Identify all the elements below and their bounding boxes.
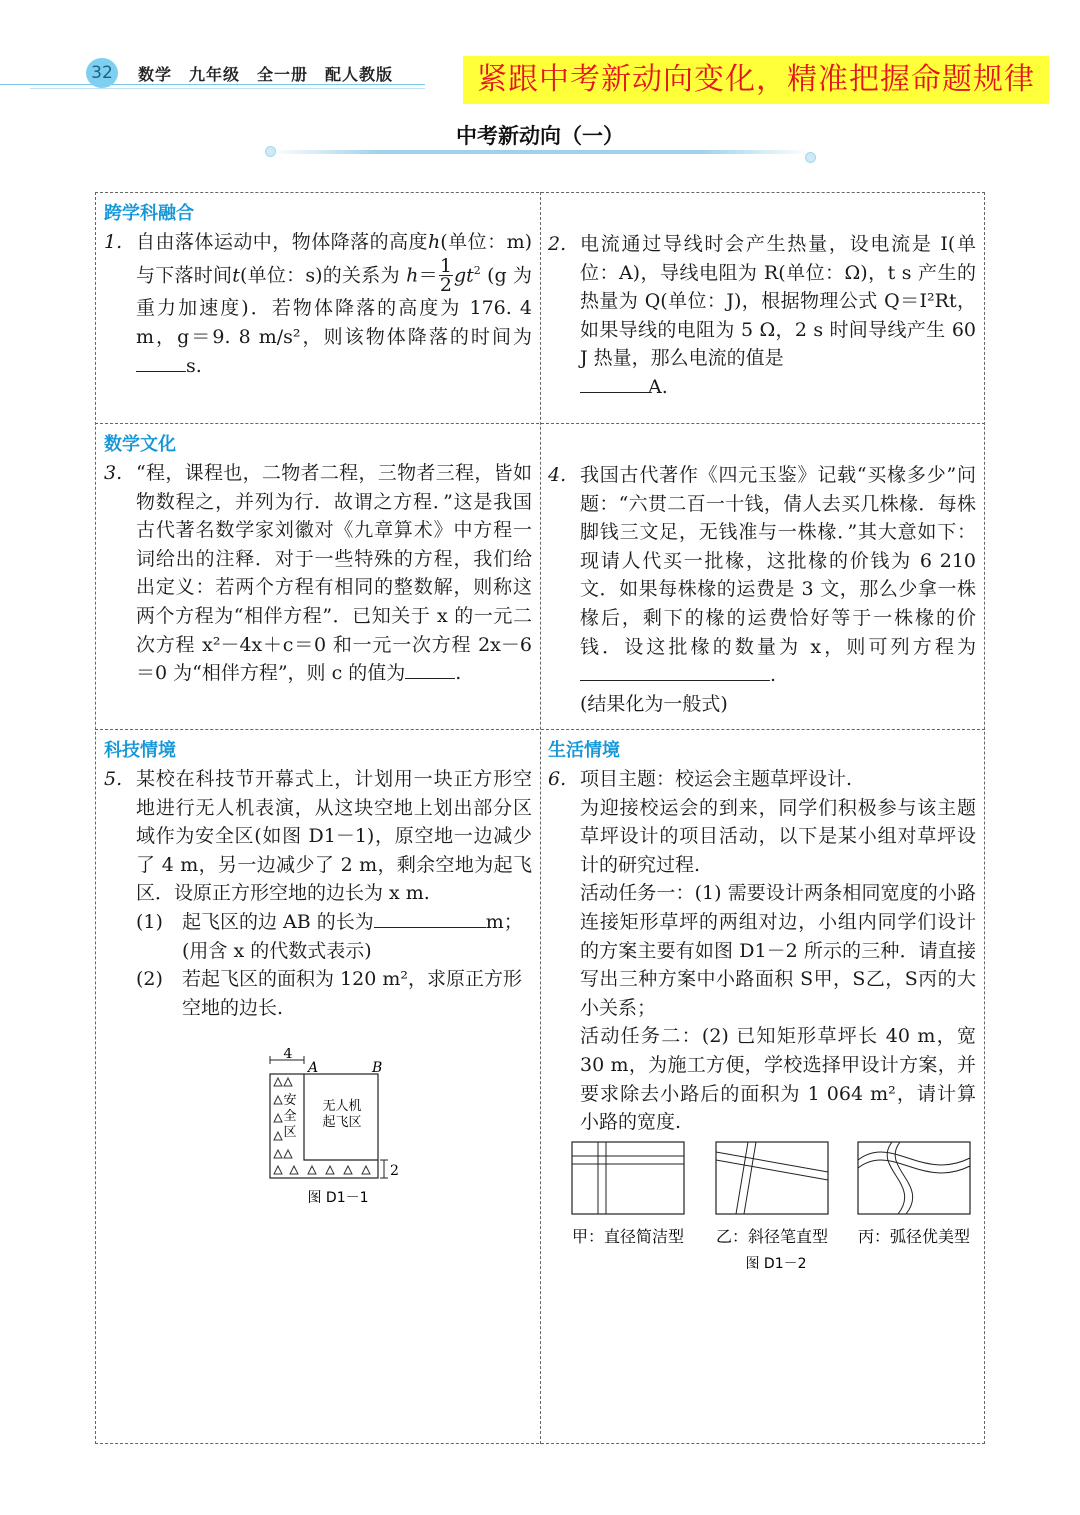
figure-caption: 图 D1－1 [307,1190,369,1206]
problem-5-text: 某校在科技节开幕式上，计划用一块正方形空地进行无人机表演，从这块空地上划出部分区域作为安全区(如图 D1－1)，原空地一边减少了 4 m，另一边减少了 2 m，剩余空地为起飞区．设原正方形空地的边长为 x m. [136,768,532,905]
grid-divider-row2 [95,729,985,730]
figure-d1-1 [258,1048,418,1208]
safe-char: 全 [283,1109,297,1124]
answer-blank [580,662,770,681]
problem-3-text: “程，课程也，二物者二程，三物者三程，皆如物数程之，并列为行．故谓之方程．”这是我国古代著名数学家刘徽对《九章算术》中方程一词给出的注释．对于一些特殊的方程，我们给出定义：若两个方程有相同的整数解，则称这两个方程为“相伴方程”．已知关于 x 的一元二次方程 x²－4x＋c＝0 和一元一次方程 2x－6＝0 为“相伴方程”，则 c 的值为 [136,462,532,685]
problem-2 [548,230,976,402]
problem-1-unit: s. [186,354,202,377]
part-1-note: (用含 x 的代数式表示) [182,939,372,962]
problem-6-topic: 项目主题：校运会主题草坪设计. [580,768,853,790]
point-label-a: A [308,1060,319,1076]
header-rule-light [30,88,425,89]
cell-problem-3 [104,433,532,688]
plan-label-jia: 甲：直径简洁型 [571,1227,685,1246]
part-2-text: 若起飞区的面积为 120 m²，求原正方形空地的边长. [182,968,522,1019]
fraction-one-half: $\frac{1}{2}$ [439,255,452,297]
problem-6-task-2: 活动任务二：(2) 已知矩形草坪长 40 m，宽 30 m，为施工方便，学校选择甲设计方案，并要求除去小路后的面积为 1 064 m²，请计算小路的宽度. [580,1025,976,1134]
cell-problem-1 [104,202,532,380]
slogan-banner: 紧跟中考新动向变化，精准把握命题规律 [463,56,1049,104]
lawn-plan-jia [572,1142,684,1214]
problem-1-text-b: (单位：m)与下落时间 [136,231,532,286]
figure-d1-2 [562,1138,982,1278]
problem-4-note: (结果化为一般式) [580,692,728,715]
problem-1: 1. 自由落体运动中，物体降落的高度h(单位：m)与下落时间t(单位：s)的关系为 h＝ $\frac{1}{2}$ $gt^2$ (g 为重力加速度)．若物体降落的高度为 176. 4 m，g＝9. 8 m/s²，则该物体降落的时间为s. [104,228,532,380]
problem-number: 4. [548,464,567,486]
problem-2-text: 电流通过导线时会产生热量，设电流是 I(单位：A)，导线电阻为 R(单位：Ω)，t s 产生的热量为 Q(单位：J)，根据物理公式 Q＝I²Rt，如果导线的电阻为 5 Ω，2 s 时间导线产生 60 J 热量，那么电流的值是 [580,233,976,370]
problem-6 [548,765,976,1137]
problem-number: 1. [104,231,123,253]
category-technology: 科技情境 [104,740,176,761]
problem-3-end: . [455,662,462,685]
problem-5-part-2 [136,965,532,1022]
part-number: (1) [136,910,163,933]
grid-divider-vertical [540,192,541,1444]
category-math-culture: 数学文化 [104,434,176,455]
plan-label-bing: 丙：弧径优美型 [857,1227,971,1246]
page-number: 32 [86,58,118,88]
problem-number: 2. [548,233,567,255]
problem-number: 6. [548,768,567,790]
problem-1-text-d: (g 为重力加速度)．若物体降落的高度为 176. 4 m，g＝9. 8 m/s²，则该物体降落的时间为 [136,263,532,349]
point-label-b: B [372,1060,383,1076]
cell-problem-6 [548,739,976,1137]
problem-1-text-a: 自由落体运动中，物体降落的高度 [136,231,429,253]
problem-5-part-1 [136,908,532,965]
answer-blank [374,909,486,928]
part-number: (2) [136,968,163,991]
category-interdisciplinary: 跨学科融合 [104,203,194,224]
part-1-unit: m； [485,910,523,933]
figure-caption: 图 D1－2 [745,1256,807,1272]
fly-zone-label-2: 起飞区 [322,1115,362,1130]
grid-divider-row1 [95,423,985,424]
cell-problem-2 [548,230,976,402]
lawn-plan-bing [858,1142,970,1214]
plan-label-yi: 乙：斜径笔直型 [715,1227,829,1246]
section-title: 中考新动向（一） [456,124,624,148]
problem-number: 3. [104,462,123,484]
safety-zone-label [283,1092,296,1140]
safe-char: 安 [283,1093,297,1108]
problem-3 [104,459,532,688]
book-title: 数学 九年级 全一册 配人教版 [138,65,394,84]
underline-dot-left [265,146,276,157]
problem-2-unit: A. [648,375,668,398]
lawn-plan-yi [716,1142,828,1214]
problem-number: 5. [104,768,123,790]
answer-blank [580,374,648,393]
cell-problem-4 [548,461,976,718]
problem-6-intro: 为迎接校运会的到来，同学们积极参与该主题草坪设计的项目活动，以下是某小组对草坪设计的研究过程. [580,796,976,876]
answer-blank [405,660,455,679]
category-daily-life: 生活情境 [548,740,620,761]
problem-4 [548,461,976,718]
problem-4-end: . [770,664,777,687]
problem-4-text: 我国古代著作《四元玉鉴》记载“买椽多少”问题：“六贯二百一十钱，倩人去买几株椽．每株脚钱三文足，无钱准与一株椽．”其大意如下：现请人代买一批椽，这批椽的价钱为 6 210 文．如果每株椽的运费是 3 文，那么少拿一株椽后，剩下的椽的运费恰好等于一株椽的价钱．设这批椽的数量为 x，则可列方程为 [580,464,976,658]
problem-1-text-c: (单位：s)的关系为 [239,263,400,286]
dim-label-4: 4 [283,1048,293,1062]
section-title-underline [270,150,810,154]
fly-zone-label-1: 无人机 [322,1099,362,1114]
underline-dot-right [805,152,816,163]
problem-6-task-1: 活动任务一：(1) 需要设计两条相同宽度的小路连接矩形草坪的两组对边，小组内同学们设计的方案主要有如图 D1－2 所示的三种．请直接写出三种方案中小路面积 S甲，S乙，S丙的大小关系； [580,882,976,1019]
answer-blank [136,353,186,372]
part-1-text: 起飞区的边 AB 的长为 [182,910,374,933]
problem-5 [104,765,532,908]
dim-label-2: 2 [390,1163,399,1179]
safe-char: 区 [283,1125,297,1140]
cell-problem-5 [104,739,532,1022]
